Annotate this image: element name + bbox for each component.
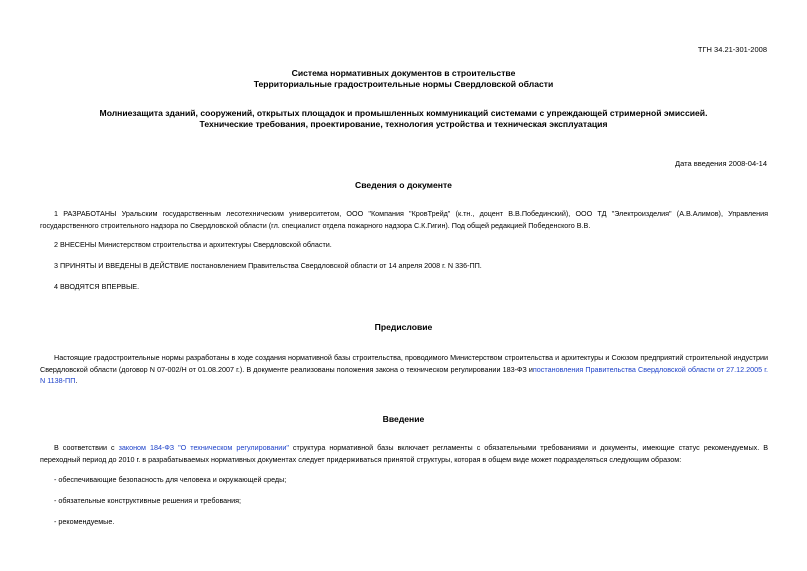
paragraph-adopted: 3 ПРИНЯТЫ И ВВЕДЕНЫ В ДЕЙСТВИЕ постановлением Правительства Свердловской области от 14 апреля 2008 г. N 336-ПП. [54,261,482,270]
document-header [0,68,807,90]
section-title-foreword: Предисловие [374,322,433,332]
header-line-2: Территориальные градостроительные нормы Свердловской области [253,79,554,89]
paragraph-developed: 1 РАЗРАБОТАНЫ Уральским государственным лесотехническим университетом, ООО "Компания "КровТрейд" (к.тн., доцент В.В.Побединский), ООО ТД "Электроизделия" (А.В.Алимов), Управления государственного строительного надзора по Свердловской области (гл. специалист отдела пожарного надзора С.К.Гигин). Под общей редакцией Победенского В.В. [40,209,768,230]
section-title-document-info: Сведения о документе [355,180,452,190]
header-line-1: Система нормативных документов в строительстве [291,68,516,78]
paragraph-first-time: 4 ВВОДЯТСЯ ВПЕРВЫЕ. [54,282,140,291]
list-item: - обеспечивающие безопасность для человека и окружающей среды; [54,475,287,484]
paragraph-introduction [40,442,768,465]
paragraph-introduced: 2 ВНЕСЕНЫ Министерством строительства и архитектуры Свердловской области. [54,240,332,249]
introduction-date: Дата введения 2008-04-14 [675,159,767,168]
foreword-text: Настоящие градостроительные нормы разработаны в ходе создания нормативной базы строительства, проводимого Министерством строительства и архитектуры и Союзом предприятий строительной индустрии Свердловской области (договор N 07-002/Н от 01.08.2007 г.). В документе реализованы положения закона о техническом регулировании 183-ФЗ и [40,353,768,374]
document-code: ТГН 34.21-301-2008 [697,45,767,54]
list-item: - обязательные конструктивные решения и требования; [54,496,242,505]
introduction-rest: структура нормативной базы включает регламенты с обязательными требованиями и документы, имеющие статус рекомендуемых. В переходный период до 2010 г. в разрабатываемых нормативных документах следует придерживаться принятой структуры, которая в общем виде может подразделяться следующим образом: [40,443,768,464]
introduction-start: В соответствии с [54,443,119,452]
document-title [0,108,807,130]
link-government-decree[interactable]: постановления Правительства Свердловской области от 27.12.2005 г. N 1138-ПП [40,364,769,385]
paragraph-foreword [40,352,768,387]
foreword-end: . [75,376,78,385]
title-line-1: Молниезащита зданий, сооружений, открытых площадок и промышленных коммуникаций системами с упреждающей стримерной эмиссией. [99,108,708,118]
section-title-introduction: Введение [382,414,425,424]
list-item: - рекомендуемые. [54,517,115,526]
title-line-2: Технические требования, проектирование, технология устройства и техническая эксплуатация [199,119,608,129]
link-law-184[interactable]: законом 184-ФЗ "О техническом регулировании" [118,443,289,452]
